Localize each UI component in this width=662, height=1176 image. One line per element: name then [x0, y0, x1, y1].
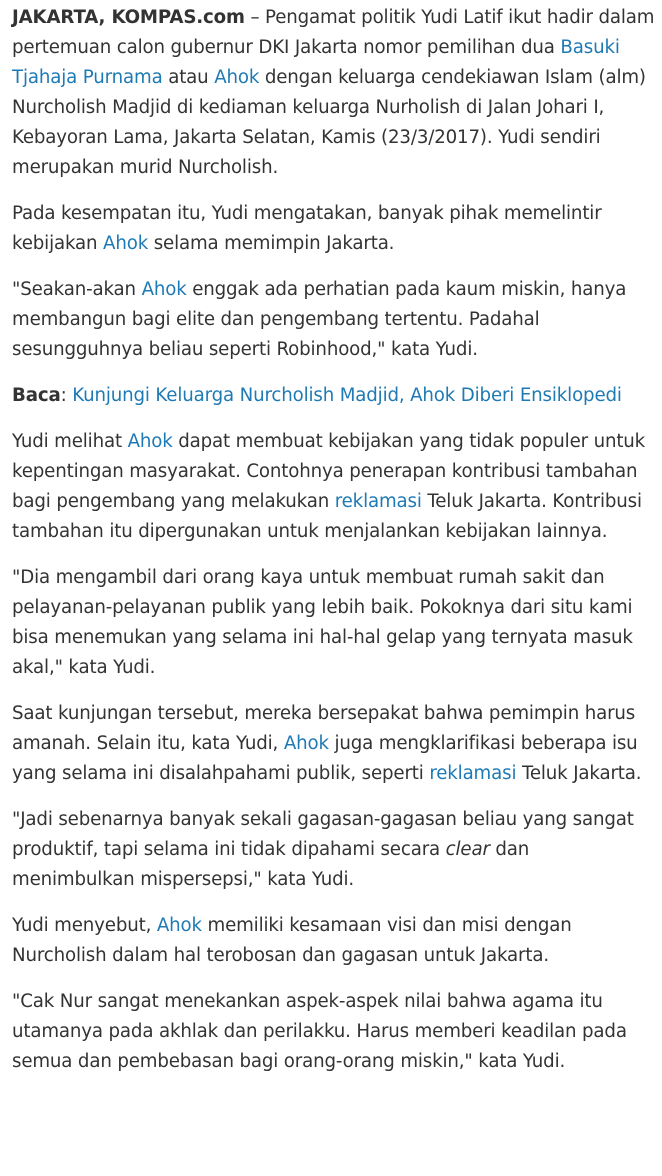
paragraph-quote — [12, 805, 656, 895]
dateline: JAKARTA, KOMPAS.com — [12, 7, 245, 28]
paragraph-text: "Cak Nur sangat menekankan aspek-aspek nilai bahwa agama itu utamanya pada akhlak dan perilakku. Harus memberi keadilan pada semua dan pembebasan bagi orang-orang miskin," kata Yudi. — [12, 991, 627, 1072]
link-ahok[interactable]: Ahok — [141, 279, 187, 300]
paragraph — [12, 911, 656, 971]
paragraph-text: Teluk Jakarta. Kontribusi tambahan itu dipergunakan untuk menjalankan kebijakan lainnya. — [12, 491, 642, 542]
paragraph — [12, 427, 656, 547]
related-separator: : — [60, 385, 73, 406]
paragraph-text: – Pengamat politik Yudi Latif ikut hadir dalam pertemuan calon gubernur DKI Jakarta nomor pemilihan dua — [12, 7, 655, 58]
related-label: Baca — [12, 385, 61, 406]
related-article — [12, 381, 656, 411]
link-ahok[interactable]: Ahok — [214, 67, 260, 88]
link-ahok[interactable]: Ahok — [283, 733, 329, 754]
paragraph-text: Yudi menyebut, — [12, 915, 157, 936]
link-ahok[interactable]: Ahok — [127, 431, 173, 452]
paragraph-text: "Jadi sebenarnya banyak sekali gagasan-gagasan beliau yang sangat produktif, tapi selama ini tidak dipahami secara — [12, 809, 634, 860]
link-ahok[interactable]: Ahok — [103, 233, 149, 254]
paragraph-text: dapat membuat kebijakan yang tidak populer untuk kepentingan masyarakat. Contohnya penerapan kontribusi tambahan bagi pengembang yang melakukan — [12, 431, 646, 512]
paragraph — [12, 699, 656, 789]
link-reklamasi[interactable]: reklamasi — [334, 491, 422, 512]
paragraph-text: dengan keluarga cendekiawan Islam (alm) Nurcholish Madjid di kediaman keluarga Nurholish di Jalan Johari I, Kebayoran Lama, Jakarta Selatan, Kamis (23/3/2017). Yudi sendiri merupakan murid Nurcholish. — [12, 67, 646, 178]
paragraph-text: juga mengklarifikasi beberapa isu yang selama ini disalahpahami publik, seperti — [12, 733, 638, 784]
link-reklamasi[interactable]: reklamasi — [429, 763, 517, 784]
paragraph-quote — [12, 987, 656, 1077]
paragraph-text: "Dia mengambil dari orang kaya untuk membuat rumah sakit dan pelayanan-pelayanan publik yang lebih baik. Pokoknya dari situ kami bisa menemukan yang selama ini hal-hal gelap yang ternyata masuk akal," kata Yudi. — [12, 567, 633, 678]
paragraph-lead — [12, 3, 656, 183]
link-basuki-tjahaja-purnama[interactable]: Basuki Tjahaja Purnama — [12, 37, 620, 88]
paragraph-quote — [12, 563, 656, 683]
paragraph-text: Saat kunjungan tersebut, mereka bersepakat bahwa pemimpin harus amanah. Selain itu, kata Yudi, — [12, 703, 636, 754]
emphasis-text: clear — [445, 839, 490, 860]
link-ahok[interactable]: Ahok — [156, 915, 202, 936]
paragraph — [12, 199, 656, 259]
paragraph-text: dan menimbulkan mispersepsi," kata Yudi. — [12, 839, 530, 890]
paragraph-text: Pada kesempatan itu, Yudi mengatakan, banyak pihak memelintir kebijakan — [12, 203, 602, 254]
paragraph-quote — [12, 275, 656, 365]
paragraph-text: "Seakan-akan — [12, 279, 142, 300]
paragraph-text: atau — [162, 67, 215, 88]
paragraph-text: Yudi melihat — [12, 431, 128, 452]
paragraph-text: memiliki kesamaan visi dan misi dengan Nurcholish dalam hal terobosan dan gagasan untuk Jakarta. — [12, 915, 572, 966]
article-body — [0, 3, 662, 1077]
paragraph-text: Teluk Jakarta. — [516, 763, 642, 784]
related-article-link[interactable]: Kunjungi Keluarga Nurcholish Madjid, Ahok Diberi Ensiklopedi — [72, 385, 622, 406]
paragraph-text: selama memimpin Jakarta. — [148, 233, 395, 254]
paragraph-text: enggak ada perhatian pada kaum miskin, hanya membangun bagi elite dan pengembang tertentu. Padahal sesungguhnya beliau seperti Robinhood," kata Yudi. — [12, 279, 627, 360]
